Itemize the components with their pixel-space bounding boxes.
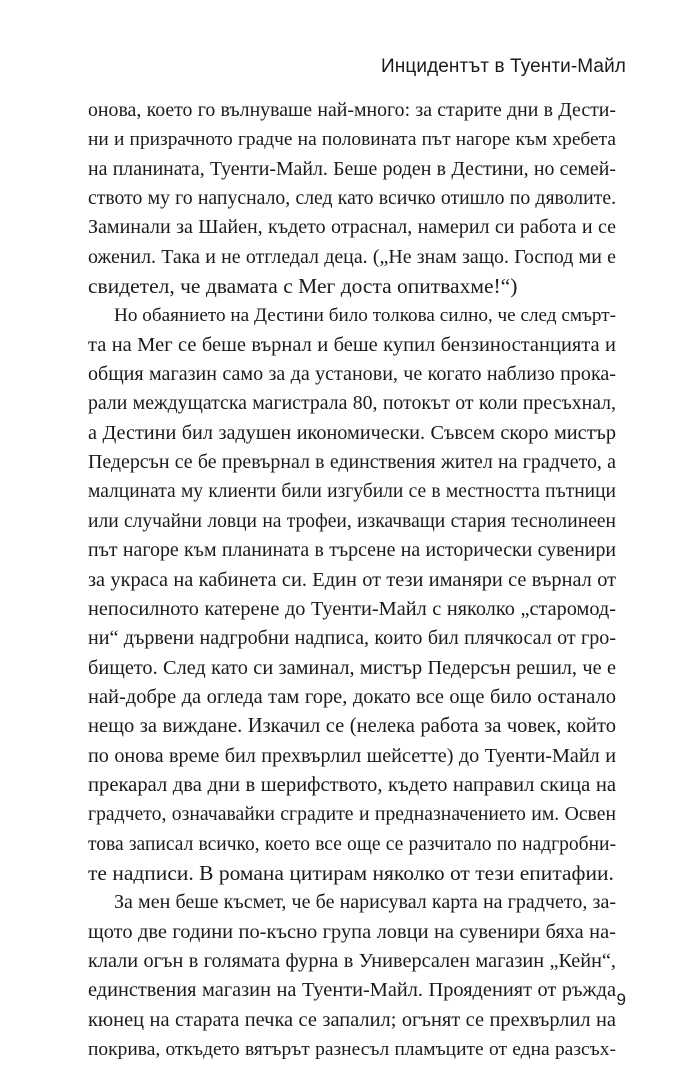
text-line: Педерсън се бе превърнал в единствения жител на градчето, а	[88, 451, 616, 474]
page-number: 9	[616, 990, 626, 1009]
text-line: път нагоре към планината в търсене на исторически сувенири	[88, 539, 616, 562]
text-line: онова, което го вълнуваше най-много: за старите дни в Дести-	[88, 99, 616, 121]
paragraph-1	[88, 96, 616, 301]
text-line: щото две години по-късно група ловци на сувенири бяха на-	[88, 920, 616, 943]
text-line: свидетел, че двамата с Мег доста опитвахме!“)	[88, 274, 518, 299]
text-line: това записал всичко, което все още се разчитало по надгробни-	[88, 833, 616, 855]
text-line: градчето, означавайки сградите и предназначението им. Освен	[88, 803, 616, 826]
text-line: оженил. Така и не отгледал деца. („Не знам защо. Господ ми е	[88, 245, 616, 268]
text-line: Но обаянието на Дестини било толкова силно, че след смърт-	[114, 305, 616, 327]
body-text	[88, 96, 616, 1064]
text-line: те надписи. В романа цитирам няколко от тези епитафии.	[88, 860, 614, 885]
text-line: ни“ дървени надгробни надписа, които бил плячкосал от гро-	[88, 627, 616, 650]
text-line: на планината, Туенти-Майл. Беше роден в Дестини, но семей-	[88, 157, 616, 180]
text-line: а Дестини бил задушен икономически. Съвсем скоро мистър	[88, 421, 616, 444]
text-line: ни и призрачното градче на половината път нагоре към хребета	[88, 129, 616, 151]
running-head: Инцидентът в Туенти-Майл	[381, 56, 626, 77]
text-line: рали междущатска магистрала 80, потокът от коли пресъхнал,	[88, 392, 616, 415]
text-line: За мен беше късмет, че бе нарисувал карта на градчето, за-	[114, 891, 616, 914]
text-line: малцината му клиенти били изгубили се в местността пътници	[88, 481, 616, 503]
text-line: най-добре да огледа там горе, докато все още било останало	[88, 685, 616, 708]
text-line: бището. След като си заминал, мистър Педерсън решил, че е	[88, 656, 616, 679]
paragraph-3	[88, 888, 616, 1064]
text-line: покрива, откъдето вятърът разнесъл пламъците от една разсъх-	[88, 1039, 616, 1060]
text-line: или случайни ловци на трофеи, изкачващи стария теснолинеен	[88, 510, 616, 532]
text-line: прекарал два дни в шерифството, където направил скица на	[88, 773, 616, 796]
text-line: Заминали за Шайен, където отраснал, намерил си работа и се	[88, 216, 616, 239]
text-line: ството му го напуснало, след като всичко отишло по дяволите.	[88, 187, 616, 210]
paragraph-2	[88, 301, 616, 888]
text-line: за украса на кабинета си. Един от тези иманяри се върнал от	[88, 568, 616, 591]
text-line: по онова време бил прехвърлил шейсетте) до Туенти-Майл и	[88, 744, 616, 767]
text-line: общия магазин само за да установи, че когато наблизо прока-	[88, 363, 616, 386]
text-line: нещо за виждане. Изкачил се (нелека работа за човек, който	[88, 715, 616, 738]
text-line: кюнец на старата печка се запалил; огънят се прехвърлил на	[88, 1008, 616, 1031]
text-line: непосилното катерене до Туенти-Майл с няколко „старомод-	[88, 597, 616, 620]
text-line: клали огън в голямата фурна в Универсален магазин „Кейн“,	[88, 949, 616, 972]
text-line: единствения магазин на Туенти-Майл. Прояденият от ръжда	[88, 979, 616, 1002]
text-line: та на Мег се беше върнал и беше купил бензиностанцията и	[88, 333, 616, 356]
